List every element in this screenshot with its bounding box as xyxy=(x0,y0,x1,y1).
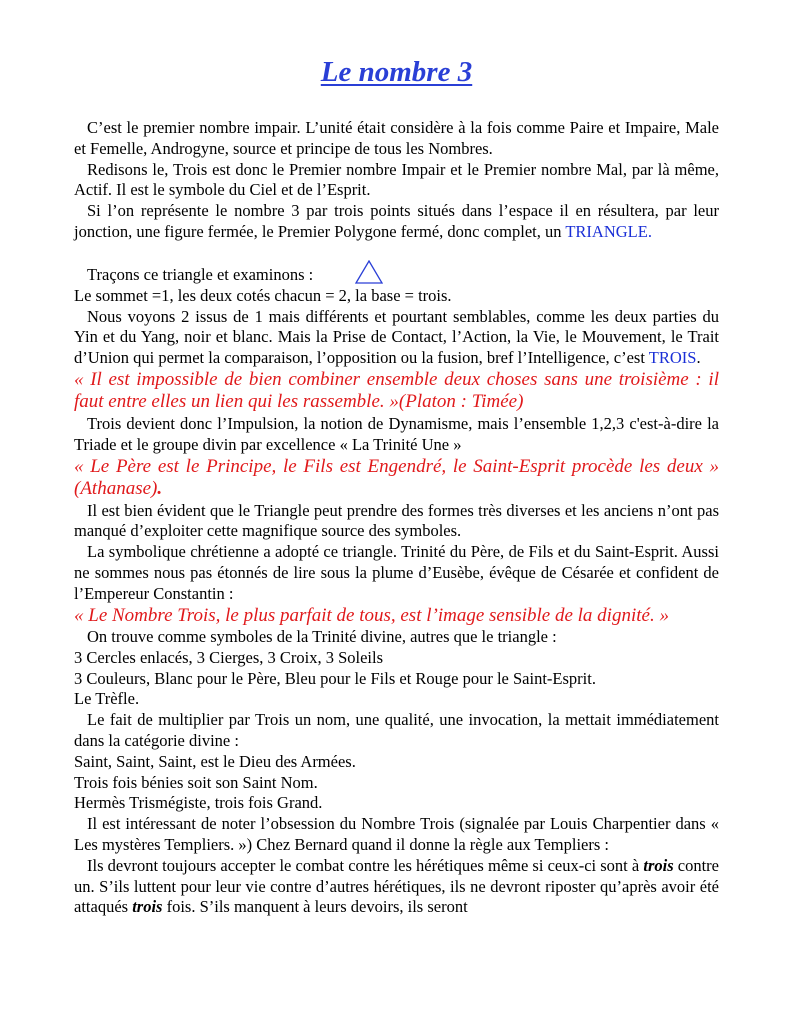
document-page xyxy=(74,52,719,918)
paragraph-9: La symbolique chrétienne a adopté ce triangle. Trinité du Père, de Fils et du Saint-Esprit. Aussi ne sommes nous pas étonnés de lire sous la plume d’Eusèbe, évêque de Césarée et confident de l’Empereur Constantin : xyxy=(74,542,719,603)
paragraph-6-text: Nous voyons 2 issus de 1 mais différents et pourtant semblables, comme les deux parties du Yin et du Yang, noir et blanc. Mais la Prise de Contact, l’Action, la Vie, le Mouvement, le Trait d’Union qui permet la comparaison, l’opposition ou la fusion, bref l’Intelligence, c’est xyxy=(74,306,719,368)
list-line-2: 3 Couleurs, Blanc pour le Père, Bleu pour le Fils et Rouge pour le Saint-Esprit. xyxy=(74,668,596,688)
quote-athanase-end: . xyxy=(157,478,163,500)
triangle-icon xyxy=(355,260,383,284)
paragraph-13-e: fois. S’ils manquent à leurs devoirs, ils seront xyxy=(162,897,468,917)
list-line-6: Hermès Trismégiste, trois fois Grand. xyxy=(74,793,323,813)
paragraph-12: Il est intéressant de noter l’obsession du Nombre Trois (signalée par Louis Charpentier dans « Les mystères Templiers. ») Chez Bernard quand il donne la règle aux Templiers : xyxy=(74,814,719,855)
list-line-4: Saint, Saint, Saint, est le Dieu des Armées. xyxy=(74,751,356,771)
paragraph-13-c: contre un. S’ils luttent pour leur vie contre d’autres hérétiques, ils ne devront riposter qu’après avoir été attaqués xyxy=(74,855,720,917)
paragraph-8: Il est bien évident que le Triangle peut prendre des formes très diverses et les anciens n’ont pas manqué d’exploiter cette magnifique source des symboles. xyxy=(74,500,719,541)
trois-word: TROIS xyxy=(648,348,697,368)
trois-emphasis-1: trois xyxy=(643,855,674,875)
paragraph-11: Le fait de multiplier par Trois un nom, une qualité, une invocation, la mettait immédiatement dans la catégorie divine : xyxy=(74,710,719,751)
triangle-line xyxy=(74,262,719,286)
paragraph-6-end: . xyxy=(696,348,701,368)
paragraph-1: C’est le premier nombre impair. L’unité était considère à la fois comme Paire et Impaire, Male et Femelle, Androgyne, source et principe de tous les Nombres. xyxy=(74,118,719,158)
quote-athanase xyxy=(74,456,719,501)
spacer xyxy=(74,243,719,262)
paragraph-10: On trouve comme symboles de la Trinité divine, autres que le triangle : xyxy=(87,627,557,647)
quote-platon: « Il est impossible de bien combiner ensemble deux choses sans une troisième : il faut entre elles un lien qui les rassemble. »(Platon : Timée) xyxy=(74,368,719,413)
list-line-3: Le Trèfle. xyxy=(74,689,140,709)
trois-emphasis-2: trois xyxy=(132,897,163,917)
paragraph-7: Trois devient donc l’Impulsion, la notion de Dynamisme, mais l’ensemble 1,2,3 c'est-à-dire la Triade et le groupe divin par excellence « La Trinité Une » xyxy=(74,413,719,454)
paragraph-3 xyxy=(74,201,719,243)
quote-eusebe: « Le Nombre Trois, le plus parfait de tous, est l’image sensible de la dignité. » xyxy=(74,604,669,626)
paragraph-5: Le sommet =1, les deux cotés chacun = 2, la base = trois. xyxy=(74,285,452,305)
page-title: Le nombre 3 xyxy=(320,56,473,88)
paragraph-13-a: Ils devront toujours accepter le combat contre les hérétiques même si ceux-ci sont à xyxy=(87,855,644,875)
paragraph-3-text: Si l’on représente le nombre 3 par trois points situés dans l’espace il en résultera, par leur jonction, une figure fermée, le Premier Polygone fermé, donc complet, un xyxy=(74,201,719,241)
paragraph-2: Redisons le, Trois est donc le Premier nombre Impair et le Premier nombre Mal, par là même, Actif. Il est le symbole du Ciel et de l’Esprit. xyxy=(74,159,719,200)
paragraph-6 xyxy=(74,307,719,369)
list-line-1: 3 Cercles enlacés, 3 Cierges, 3 Croix, 3 Soleils xyxy=(74,647,384,667)
paragraph-4: Traçons ce triangle et examinons : xyxy=(87,264,314,284)
list-line-5: Trois fois bénies soit son Saint Nom. xyxy=(74,772,318,792)
quote-athanase-text: « Le Père est le Principe, le Fils est Engendré, le Saint-Esprit procède les deux » (Athanase) xyxy=(74,455,719,500)
paragraph-13 xyxy=(74,856,719,918)
triangle-word: TRIANGLE. xyxy=(565,221,652,241)
